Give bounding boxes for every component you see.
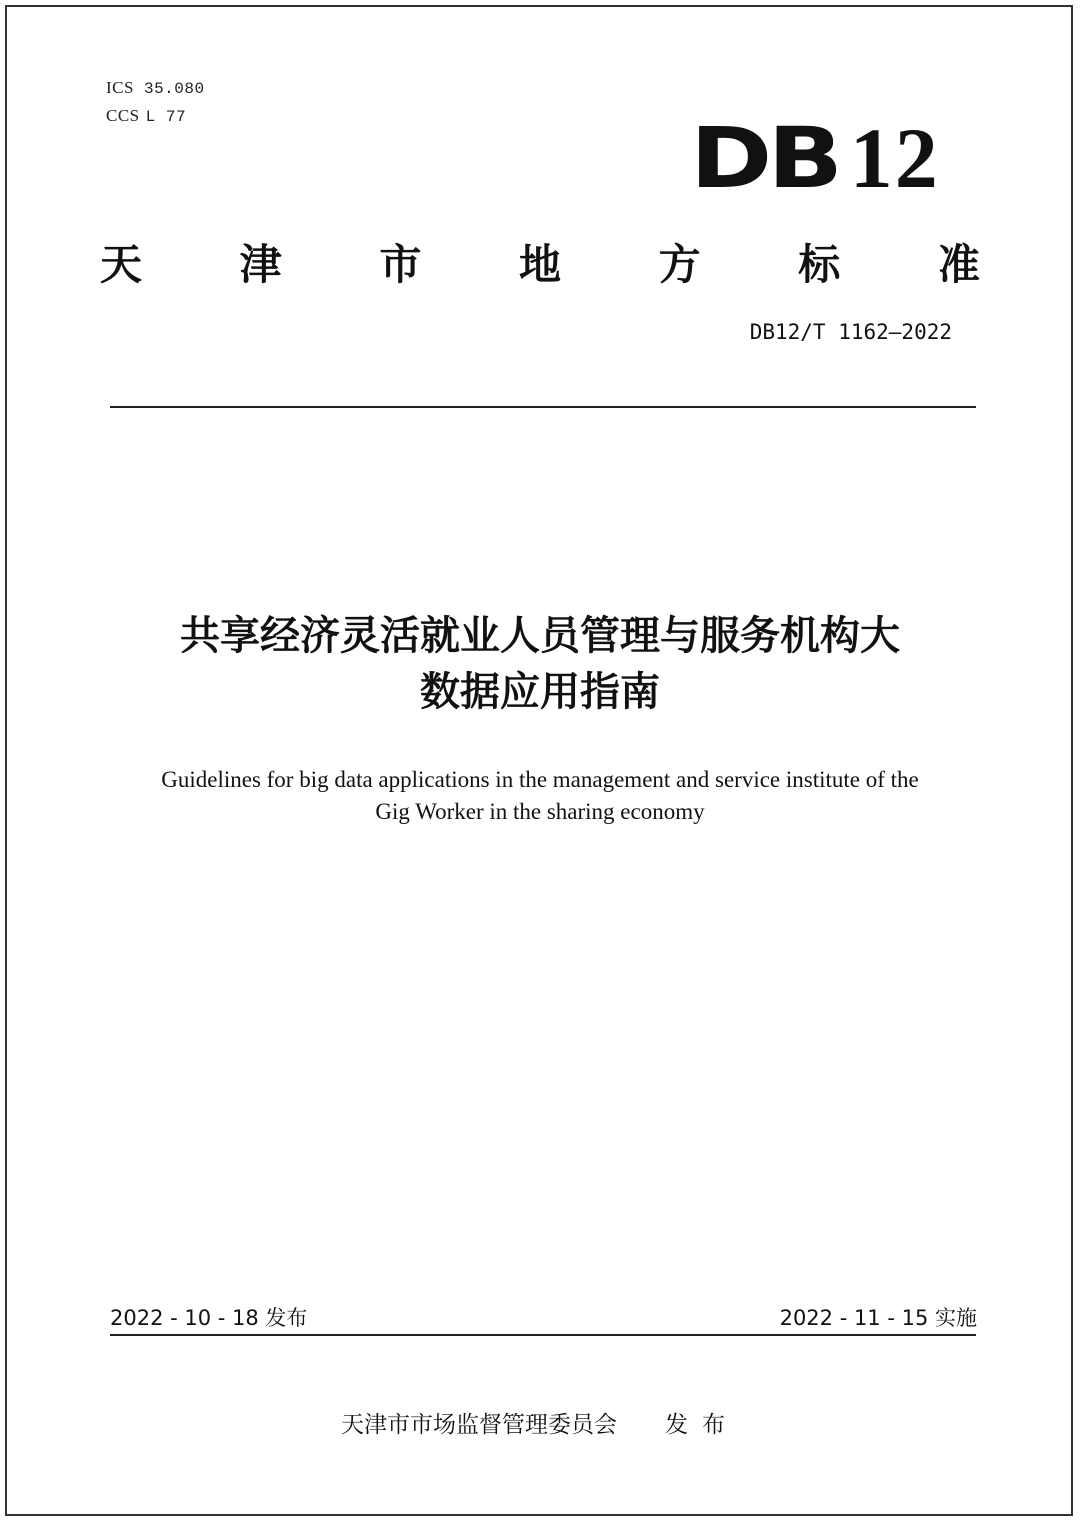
english-title-line-2: Gig Worker in the sharing economy bbox=[375, 799, 705, 824]
english-title bbox=[100, 764, 980, 828]
english-title-line-1: Guidelines for big data applications in the management and service institute of the bbox=[161, 767, 919, 792]
heading-char: 准 bbox=[937, 240, 980, 289]
ics-classification bbox=[106, 78, 205, 98]
chinese-title bbox=[100, 608, 980, 720]
ics-label: ICS bbox=[106, 78, 134, 97]
issuer-name: 天津市市场监督管理委员会 bbox=[341, 1412, 617, 1438]
logo-prefix: DB bbox=[690, 109, 839, 207]
heading-char: 方 bbox=[658, 240, 701, 289]
issuer-action: 发布 bbox=[665, 1412, 739, 1438]
implementation-date: 2022 - 11 - 15 实施 bbox=[779, 1306, 977, 1330]
heading-char: 地 bbox=[518, 240, 561, 289]
heading-char: 天 bbox=[100, 240, 143, 289]
heading-char: 市 bbox=[379, 240, 422, 289]
ccs-classification bbox=[106, 106, 186, 126]
ccs-label: CCS bbox=[106, 106, 140, 125]
db12-logo bbox=[690, 109, 940, 207]
issue-date: 2022 - 10 - 18 发布 bbox=[110, 1306, 308, 1330]
top-divider bbox=[110, 406, 976, 408]
logo-number: 12 bbox=[849, 110, 940, 206]
bottom-divider bbox=[110, 1334, 976, 1336]
standard-type-heading bbox=[100, 232, 980, 292]
heading-char: 标 bbox=[798, 240, 841, 289]
issuer-line bbox=[100, 1406, 980, 1439]
standard-number: DB12/T 1162—2022 bbox=[749, 320, 952, 344]
chinese-title-line-2: 数据应用指南 bbox=[420, 669, 660, 715]
ccs-code: L 77 bbox=[145, 108, 187, 126]
chinese-title-line-1: 共享经济灵活就业人员管理与服务机构大 bbox=[180, 613, 900, 659]
heading-char: 津 bbox=[239, 240, 282, 289]
ics-code: 35.080 bbox=[143, 80, 205, 98]
